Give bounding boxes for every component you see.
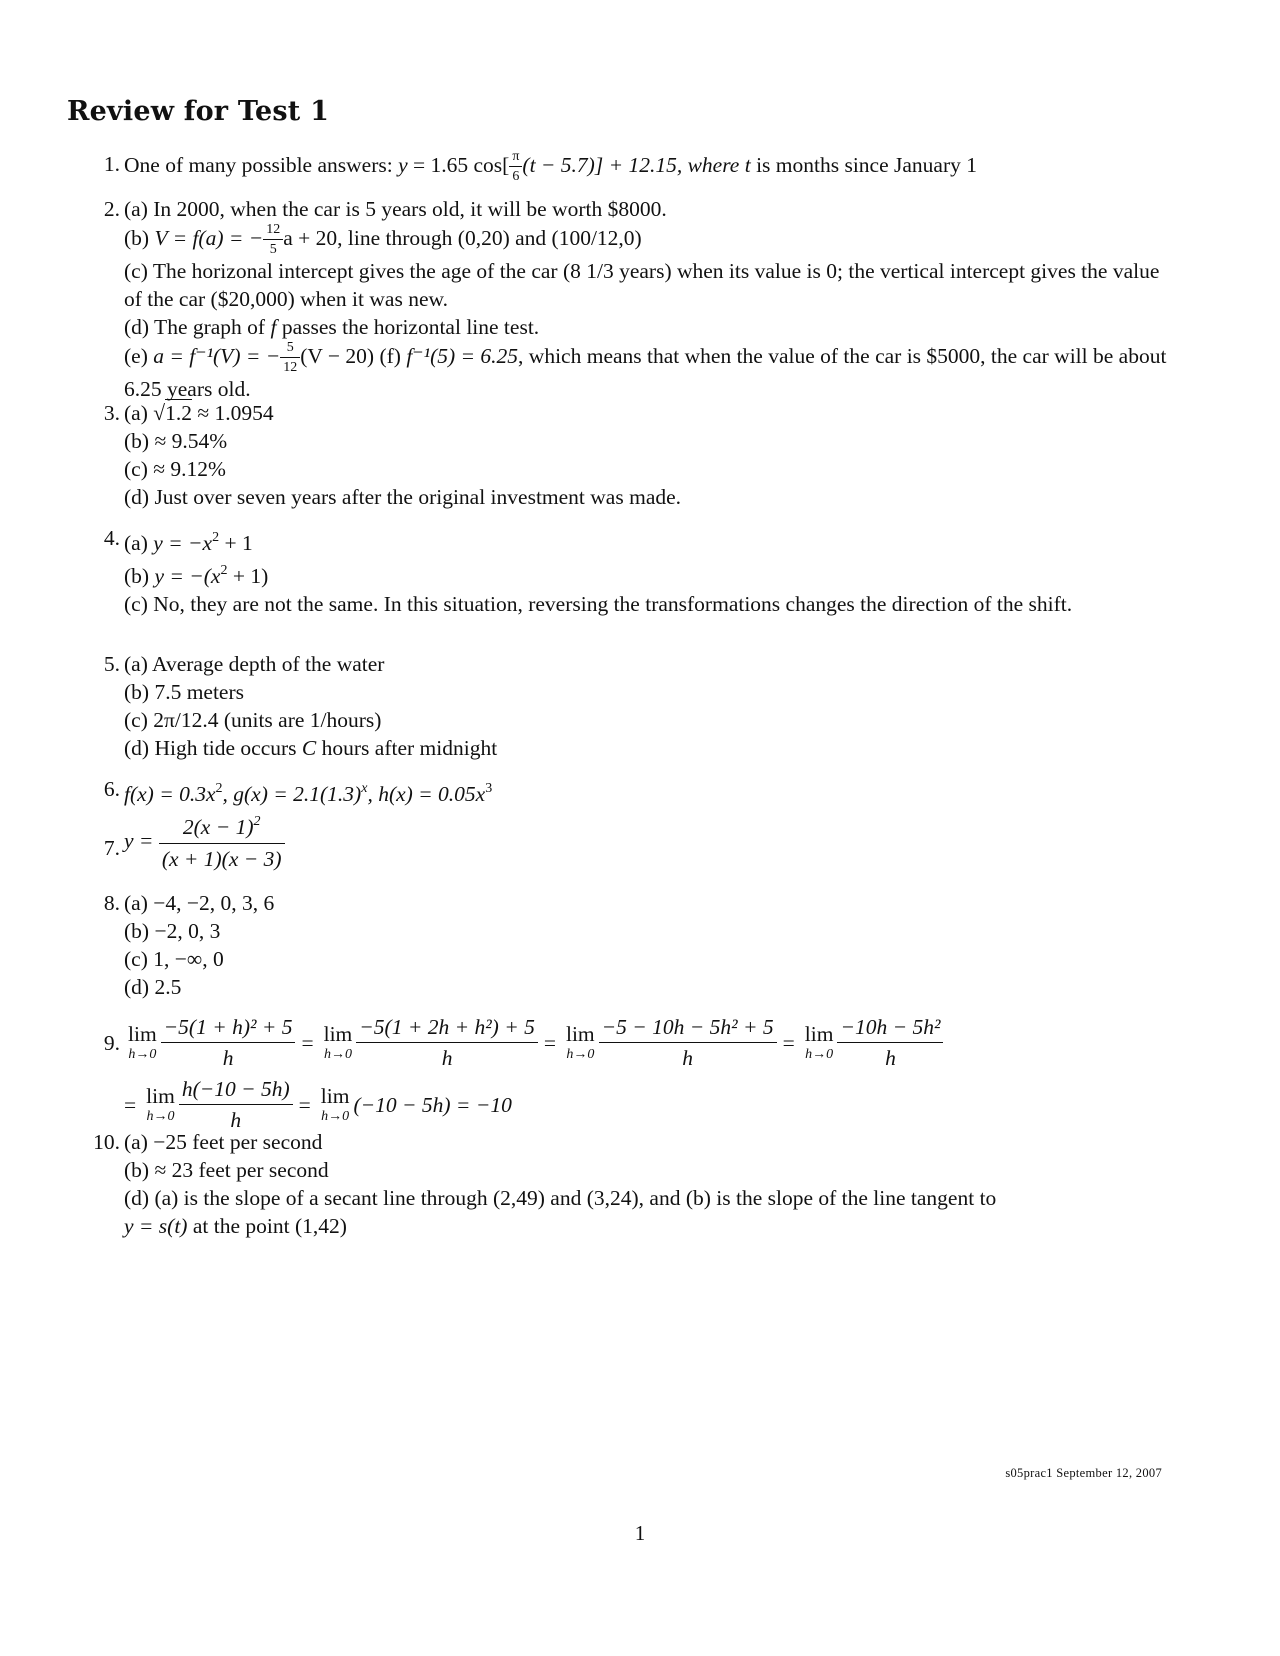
item-2-body bbox=[124, 195, 1170, 403]
item-7-text: y = $\frac{2(x - 1)^2}{(x + 1)(x - 3)}$ bbox=[124, 815, 1170, 870]
fraction: $\frac{\text{−5(1 + h)² + 5}}{h}$ bbox=[161, 1017, 296, 1070]
fraction: $\frac{h(-10 - 5h)}{h}$ bbox=[179, 1079, 293, 1132]
item-8-body bbox=[124, 889, 1170, 1001]
square-root: √1.2 bbox=[153, 401, 192, 425]
item-number: 2. bbox=[103, 197, 120, 221]
item-number: 5. bbox=[103, 652, 120, 676]
limit-row-2: = lim h→0 $\frac{h(-10 - 5h)}{h}$ = lim h→0 (−10 − 5h) = −10 bbox=[124, 1076, 512, 1132]
part-a: (a) Average depth of the water bbox=[124, 652, 385, 676]
item-3-body bbox=[124, 399, 1170, 511]
item-number: 7. bbox=[103, 836, 120, 860]
item-number: 4. bbox=[103, 526, 120, 550]
part-b: (b) V = f(a) = − $\frac{12}{5}$ a + 20, line through (0,20) and (100/12,0) bbox=[124, 222, 642, 257]
item-5-body bbox=[124, 650, 1170, 762]
part-a: (a) In 2000, when the car is 5 years old, it will be worth $8000. bbox=[124, 197, 667, 221]
limit-operator: lim h→0 bbox=[565, 1022, 595, 1062]
limit-operator: lim h→0 bbox=[146, 1084, 175, 1124]
fraction: $\frac{\text{−5 − 10h − 5h² + 5}}{h}$ bbox=[599, 1017, 777, 1070]
part-b: (b) ≈ 9.54% bbox=[124, 429, 228, 453]
limit-operator: lim h→0 bbox=[320, 1084, 350, 1124]
part-b: (b) 7.5 meters bbox=[124, 680, 245, 704]
part-a: (a) $y = -x^2 + 1$ bbox=[124, 530, 253, 555]
item-number: 8. bbox=[103, 891, 120, 915]
fraction: $\frac{\pi}{6}$ bbox=[509, 150, 522, 184]
answer-item-4 bbox=[90, 524, 1170, 618]
answer-item-2 bbox=[90, 195, 1170, 403]
item-10-body bbox=[124, 1128, 1170, 1240]
fraction: $\frac{\text{−5(1 + 2h + h²) + 5}}{h}$ bbox=[356, 1017, 538, 1070]
part-e-f: (e) a = f⁻¹(V) = − $\frac{5}{12}$ (V − 20) (f) f⁻¹(5) = 6.25, which means that when the value of the car is $5000, the car will be about 6.25 years old. bbox=[124, 340, 1167, 401]
part-d: (d) Just over seven years after the original investment was made. bbox=[124, 485, 682, 509]
item-4-body bbox=[124, 524, 1170, 618]
answer-item-6 bbox=[90, 775, 1170, 808]
part-a: (a) −25 feet per second bbox=[124, 1130, 323, 1154]
answer-item-1 bbox=[90, 150, 1170, 184]
part-b: (b) −2, 0, 3 bbox=[124, 919, 221, 943]
part-d: (d) High tide occurs C hours after midnight bbox=[124, 736, 498, 760]
part-d: (d) The graph of f passes the horizontal line test. bbox=[124, 315, 540, 339]
part-a: (a) √1.2 ≈ 1.0954 bbox=[124, 401, 274, 425]
answer-item-9 bbox=[90, 1012, 1170, 1136]
item-number: 1. bbox=[103, 152, 120, 176]
part-b: (b) ≈ 23 feet per second bbox=[124, 1158, 329, 1182]
part-a: (a) −4, −2, 0, 3, 6 bbox=[124, 891, 275, 915]
item-number: 3. bbox=[103, 401, 120, 425]
limit-operator: lim h→0 bbox=[128, 1022, 157, 1062]
item-9-body bbox=[124, 1012, 1170, 1136]
item-6-text: $f(x) = 0.3x^2$, $g(x) = 2.1(1.3)^x$, $h(x) = 0.05x^3$ bbox=[124, 781, 493, 806]
item-1-text: One of many possible answers: y = 1.65 cos[ $\frac{\pi}{6}$ (t − 5.7)] + 12.15, where t is months since January 1 bbox=[124, 149, 978, 184]
part-d-continued: y = s(t) at the point (1,42) bbox=[124, 1214, 347, 1238]
fraction: $\frac{\text{−10h − 5h²}}{h}$ bbox=[837, 1017, 943, 1070]
fraction: $\frac{12}{5}$ bbox=[263, 223, 283, 257]
page-title: Review for Test 1 bbox=[67, 96, 330, 127]
fraction: $\frac{2(x - 1)^2}{(x + 1)(x - 3)}$ bbox=[159, 815, 285, 870]
answer-item-8 bbox=[90, 889, 1170, 1001]
part-c: (c) The horizonal intercept gives the age of the car (8 1/3 years) when its value is 0; the vertical intercept gives the value of the car ($20,000) when it was new. bbox=[124, 259, 1160, 311]
limit-operator: lim h→0 bbox=[323, 1022, 353, 1062]
answer-item-5 bbox=[90, 650, 1170, 762]
part-c: (c) 2π/12.4 (units are 1/hours) bbox=[124, 708, 382, 732]
answer-item-7 bbox=[90, 815, 1170, 870]
item-number: 6. bbox=[103, 777, 120, 801]
answer-item-10 bbox=[90, 1128, 1170, 1240]
fraction: $\frac{5}{12}$ bbox=[280, 341, 300, 375]
part-c: (c) 1, −∞, 0 bbox=[124, 947, 224, 971]
item-number: 10. bbox=[93, 1130, 120, 1154]
answer-item-3 bbox=[90, 399, 1170, 511]
part-c: (c) No, they are not the same. In this situation, reversing the transformations changes the direction of the shift. bbox=[124, 592, 1073, 616]
footer-code: s05prac1 September 12, 2007 bbox=[1005, 1466, 1162, 1480]
limit-row-1: lim h→0 $\frac{\text{−5(1 + h)² + 5}}{h}$ = lim h→0 $\frac{\text{−5(1 + 2h + h²) + 5}}{h}$ = lim h→0 $\frac{\text{−5 − 10h − 5h² + 5}}{h}$ = lim h→0 $\frac{\text{−10h − 5h²}}{h}$ bbox=[124, 1012, 1170, 1074]
page-number: 1 bbox=[634, 1521, 646, 1545]
part-c: (c) ≈ 9.12% bbox=[124, 457, 226, 481]
part-d: (d) (a) is the slope of a secant line through (2,49) and (3,24), and (b) is the slope of the line tangent to bbox=[124, 1186, 997, 1210]
item-number: 9. bbox=[103, 1031, 120, 1055]
part-d: (d) 2.5 bbox=[124, 975, 182, 999]
limit-operator: lim h→0 bbox=[804, 1022, 834, 1062]
part-b: (b) $y = -(x^2 + 1)$ bbox=[124, 563, 269, 588]
